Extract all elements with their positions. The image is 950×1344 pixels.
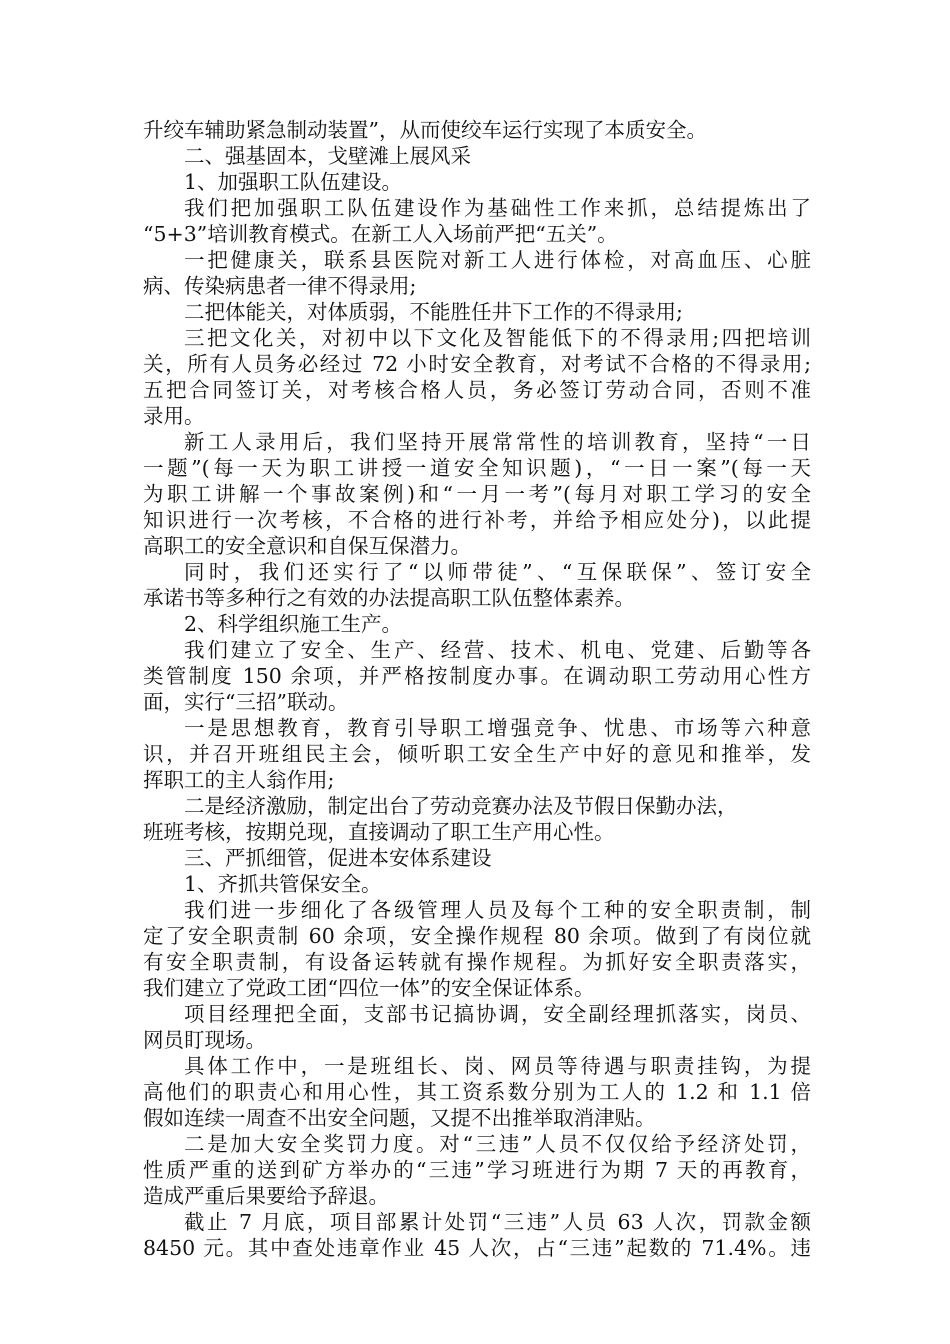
text-line: 面，实行“三招”联动。 — [143, 690, 349, 714]
text-line: 同时，我们还实行了“以师带徒”、“互保联保”、签订安全 — [184, 560, 811, 584]
text-line: 三、严抓细管，促进本安体系建设 — [184, 846, 492, 870]
text-line: 我们建立了安全、生产、经营、技术、机电、党建、后勤等各 — [184, 638, 811, 662]
text-line: 网员盯现场。 — [143, 1028, 266, 1052]
text-line: 一把健康关，联系县医院对新工人进行体检，对高血压、心脏 — [184, 248, 811, 272]
text-line: 病、传染病患者一律不得录用; — [143, 274, 417, 298]
text-line: “5+3”培训教育模式。在新工人入场前严把“五关”。 — [143, 222, 618, 246]
text-line: 识，并召开班组民主会，倾听职工安全生产中好的意见和推举，发 — [143, 742, 811, 766]
text-line: 性质严重的送到矿方举办的“三违”学习班进行为期 7 天的再教育， — [143, 1158, 811, 1182]
text-line: 一题”(每一天为职工讲授一道安全知识题)，“一日一案”(每一天 — [143, 456, 811, 480]
text-line: 截止 7 月底，项目部累计处罚“三违”人员 63 人次，罚款金额 — [184, 1210, 811, 1234]
text-line: 知识进行一次考核，不合格的进行补考，并给予相应处分)，以此提 — [143, 508, 811, 532]
text-line: 承诺书等多种行之有效的办法提高职工队伍整体素养。 — [143, 586, 635, 610]
text-line: 二、强基固本，戈壁滩上展风采 — [184, 144, 471, 168]
text-line: 我们把加强职工队伍建设作为基础性工作来抓，总结提炼出了 — [184, 196, 811, 220]
text-line: 1、齐抓共管保安全。 — [184, 872, 382, 896]
text-line: 升绞车辅助紧急制动装置”，从而使绞车运行实现了本质安全。 — [143, 118, 707, 142]
text-line: 类管制度 150 余项，并严格按制度办事。在调动职工劳动用心性方 — [143, 664, 811, 688]
text-line: 二是经济激励，制定出台了劳动竞赛办法及节假日保勤办法， — [184, 794, 738, 818]
text-line: 挥职工的主人翁作用; — [143, 768, 335, 792]
text-line: 项目经理把全面，支部书记搞协调，安全副经理抓落实，岗员、 — [184, 1002, 811, 1026]
text-line: 具体工作中，一是班组长、岗、网员等待遇与职责挂钩，为提 — [184, 1054, 811, 1078]
text-line: 2、科学组织施工生产。 — [184, 612, 403, 636]
text-line: 三把文化关，对初中以下文化及智能低下的不得录用;四把培训 — [184, 326, 811, 350]
text-line: 二是加大安全奖罚力度。对“三违”人员不仅仅给予经济处罚， — [184, 1132, 811, 1156]
text-line: 一是思想教育，教育引导职工增强竞争、忧患、市场等六种意 — [184, 716, 811, 740]
text-line: 我们建立了党政工团“四位一体”的安全保证体系。 — [143, 976, 595, 1000]
text-line: 有安全职责制，有设备运转就有操作规程。为抓好安全职责落实， — [143, 950, 811, 974]
text-line: 五把合同签订关，对考核合格人员，务必签订劳动合同，否则不准 — [143, 378, 811, 402]
text-line: 关，所有人员务必经过 72 小时安全教育，对考试不合格的不得录用; — [143, 352, 811, 376]
text-line: 高职工的安全意识和自保互保潜力。 — [143, 534, 471, 558]
text-line: 1、加强职工队伍建设。 — [184, 170, 403, 194]
document-body — [143, 117, 811, 1261]
text-line: 我们进一步细化了各级管理人员及每个工种的安全职责制，制 — [184, 898, 811, 922]
text-line: 二把体能关，对体质弱，不能胜任井下工作的不得录用; — [184, 300, 683, 324]
text-line: 班班考核，按期兑现，直接调动了职工生产用心性。 — [143, 820, 615, 844]
text-line: 假如连续一周查不出安全问题，又提不出推举取消津贴。 — [143, 1106, 656, 1130]
text-line: 录用。 — [143, 404, 205, 428]
text-line: 高他们的职责心和用心性，其工资系数分别为工人的 1.2 和 1.1 倍 — [143, 1080, 811, 1104]
text-line: 为职工讲解一个事故案例)和“一月一考”(每月对职工学习的安全 — [143, 482, 811, 506]
text-line: 造成严重后果要给予辞退。 — [143, 1184, 389, 1208]
text-line: 8450 元。其中查处违章作业 45 人次，占“三违”起数的 71.4%。违 — [143, 1236, 811, 1260]
text-line: 定了安全职责制 60 余项，安全操作规程 80 余项。做到了有岗位就 — [143, 924, 811, 948]
text-line: 新工人录用后，我们坚持开展常常性的培训教育，坚持“一日 — [184, 430, 811, 454]
